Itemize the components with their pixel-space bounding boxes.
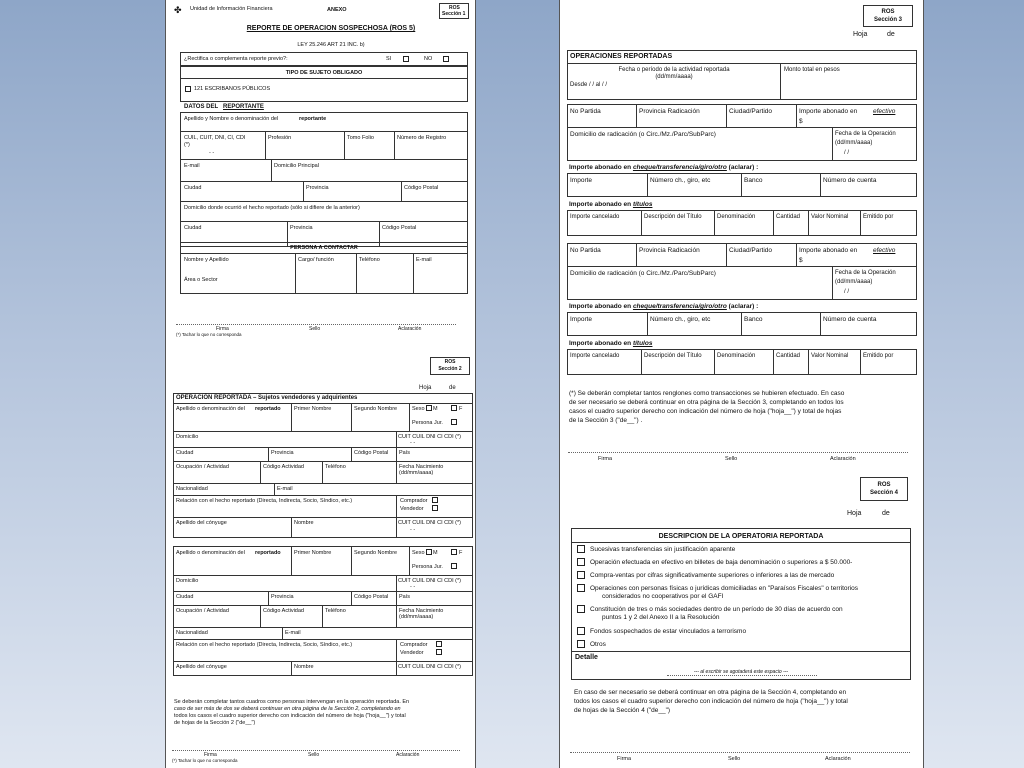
provincia-rad-label-2: Provincia Radicación [639,247,700,254]
ros-label: ROS [449,5,460,11]
f-label: F [459,406,463,412]
cuit-label: CUIT CUIL DNI CI CDI (*) [398,434,461,440]
denominacion-label: Denominación [717,214,756,220]
cuil-dashes: - - [209,150,215,156]
importe-cancelado-label-2: Importe cancelado [570,353,620,359]
footer-line-2: caso de ser más de dos se deberá continuar en otra página de la Sección 2, completando en [174,706,401,712]
ros-section2-box [430,357,470,375]
contacto-title: PERSONA A CONTACTAR [290,245,358,251]
dollar-sign: $ [799,118,803,125]
ros-section4-box [860,477,908,501]
fecha-nac-label: Fecha Nacimiento [399,464,444,470]
tipo-sujeto-title: TIPO DE SUJETO OBLIGADO [285,70,363,76]
section3-label: Sección 3 [873,17,902,23]
codigo-actividad-label: Código Actividad [263,464,304,470]
de-label-3: de [887,31,895,38]
descripcion-titulo-label: Descripción del Título [644,214,702,220]
profesion-label: Profesión [268,135,292,141]
opt5-label-a: Constitución de tres o más sociedades dentro de un período de 30 días de acuerdo con [590,606,843,613]
fecha-nac-fmt: (dd/mm/aaaa) [399,470,434,476]
importe-cheque-u-2: cheque/transferencia/giro/otro [632,303,727,310]
footer-line-1: Se deberán completar tantos cuadros como personas intervengan en la operación reportada. En [174,699,410,705]
importe-cheque-u: cheque/transferencia/giro/otro [632,164,727,171]
importe-cheque-label [569,164,758,171]
importe-cheque-post: (aclarar) : [728,164,759,171]
f-label-b: F [459,550,463,556]
aclaracion-label-4: Aclaración [825,756,851,762]
desde-al-label: Desde / / al / / [570,82,608,88]
numero-cuenta-label: Número de cuenta [823,177,877,184]
telefono-label-b: Teléfono [325,608,346,614]
footer-line-3: todos los casos el cuadro superior derecho con indicación del número de hoja ("hoja__") y total [174,713,406,719]
reportante-box [180,112,468,247]
sujeto-block-1 [173,393,473,538]
cp-label-2: Código Postal [382,225,417,231]
denominacion-label-2: Denominación [717,353,756,359]
importe-titulos-label-2 [569,340,652,347]
importe-cheque-pre: Importe abonado en [569,164,632,171]
cheque-row-2 [567,312,917,336]
opt3-checkbox[interactable] [577,571,585,579]
email-label: E-mail [184,163,200,169]
cuit-label-b: CUIT CUIL DNI CI CDI (*) [398,578,461,584]
cp-label-3: Código Postal [354,450,389,456]
importe-titulos-pre: Importe abonado en [569,201,632,208]
codigo-actividad-label-b: Código Actividad [263,608,304,614]
ciudad-partido-label: Ciudad/Partido [729,108,772,115]
foot-line-2: todos los casos el cuadro superior derecho con indicación del número de hoja ("hoja__") y total [574,698,848,705]
comprador-checkbox-b[interactable] [436,641,442,647]
domicilio-label: Domicilio [176,434,199,440]
conyuge-label-b: Apellido del cónyuge [176,664,227,670]
apellido-rep-label: Apellido y Nombre o denominación del [184,116,279,122]
importe-label-2: Importe [570,316,593,323]
importe-efectivo-label-2: Importe abonado en [799,247,858,254]
cuit-dashes: - - [410,440,416,446]
importe-efectivo-u: efectivo [873,108,896,115]
fecha-periodo-fmt: (dd/mm/aaaa) [655,74,693,80]
ocupacion-label: Ocupación / Actividad [176,464,229,470]
foot-line-3: de hojas de la Sección 4 ("de__") [574,707,671,714]
opt4-label-a: Operaciones con personas físicas o jurídicas domiciliadas en "Paraísos Fiscales" o territorios [590,585,858,592]
sello-label: Sello [309,326,321,332]
titulos-row-2 [567,349,917,375]
opt6-label: Fondos sospechados de estar vinculados a terrorismo [590,628,747,635]
comprador-label: Comprador [400,498,428,504]
cp-label-b: Código Postal [354,594,389,600]
contacto-box [180,242,468,294]
fecha-op-fmt: (dd/mm/aaaa) [835,140,873,146]
vendedor-label: Vendedor [400,506,424,512]
numero-cuenta-label-2: Número de cuenta [823,316,877,323]
no-partida-label-2: No Partida [570,247,601,254]
opt2-checkbox[interactable] [577,558,585,566]
operatoria-box [571,528,911,680]
descripcion-titulo-label-2: Descripción del Título [644,353,702,359]
sujeto-block-2 [173,546,473,676]
anexo-label: ANEXO [327,7,347,13]
domicilio-rad-label-2: Domicilio de radicación (o Circ./Mz./Parc/SubParc) [570,270,716,277]
operatoria-title: DESCRIPCION DE LA OPERATORIA REPORTADA [658,533,824,540]
cuit-label-b2: CUIT CUIL DNI CI CDI (*) [398,664,461,670]
sello-label-3: Sello [725,456,738,462]
form-page-left [165,0,476,768]
tomo-label: Tomo Folio [347,135,374,141]
opt1-label: Sucesivas transferencias sin justificación aparente [590,546,736,553]
aclaracion-label-3: Aclaración [830,456,856,462]
fecha-nac-label-b: Fecha Nacimiento [399,608,444,614]
ocupacion-label-b: Ocupación / Actividad [176,608,229,614]
email-label-2: E-mail [277,486,293,492]
sexo-m-checkbox-b[interactable] [426,549,432,555]
hoja-label-4: Hoja [847,510,862,517]
si-label: SI [386,56,392,62]
opt4-label-b: considerados no cooperativos por el GAFI [602,593,724,600]
domicilio-principal-label: Domicilio Principal [274,163,319,169]
sello-label-4: Sello [728,756,741,762]
de-label-4: de [882,510,890,517]
comprador-checkbox[interactable] [432,497,438,503]
email-label-b: E-mail [285,630,301,636]
no-partida-label: No Partida [570,108,601,115]
cargo-label: Cargo/ función [298,257,334,263]
persona-jur-checkbox[interactable] [451,419,457,425]
partida-row [567,104,917,128]
dollar-sign-2: $ [799,257,803,264]
persona-jur-label: Persona Jur. [412,420,443,426]
ops-title: OPERACIONES REPORTADAS [570,53,673,60]
nombre-conyuge-label: Nombre [294,520,314,526]
provincia-rad-label: Provincia Radicación [639,108,700,115]
emitido-por-label: Emitido por [863,214,894,220]
fecha-op-slashes: / / [844,150,850,156]
banco-label-2: Banco [744,316,763,323]
sexo-f-checkbox[interactable] [451,405,457,411]
registro-label: Número de Registro [397,135,447,141]
cuit-label-2: CUIT CUIL DNI CI CDI (*) [398,520,461,526]
firma-label-2: Firma [204,752,217,758]
conyuge-label: Apellido del cónyuge [176,520,227,526]
domicilio-label-b: Domicilio [176,578,199,584]
email-contacto-label: E-mail [416,257,432,263]
cuit-dashes-2: - - [410,527,416,533]
hoja-label: Hoja [419,385,432,391]
sexo-label-b: Sexo [412,550,425,556]
reportado-bold-b: reportado [255,550,281,556]
vendedor-label-b: Vendedor [400,650,424,656]
no-checkbox[interactable] [443,56,449,62]
datos-reportante-title: REPORTANTE [223,104,264,110]
si-checkbox[interactable] [403,56,409,62]
ros3-label: ROS [881,9,895,15]
ciudad-label-3: Ciudad [176,450,194,456]
escribanos-label: 121 ESCRIBANOS PÚBLICOS [194,86,271,92]
primer-nombre-label-b: Primer Nombre [294,550,332,556]
section2-label: Sección 2 [438,366,462,372]
fecha-periodo-label: Fecha o período de la actividad reportada [618,67,730,73]
area-label: Área o Sector [184,277,218,283]
sexo-label: Sexo [412,406,425,412]
provincia-label-2: Provincia [290,225,313,231]
agotado-note: --- al escribir se agotaderá este espacio --- [693,669,789,675]
fecha-op-label-2: Fecha de la Operación [835,270,896,276]
detalle-label: Detalle [575,654,598,661]
aclaracion-label: Aclaración [398,326,422,332]
segundo-nombre-label: Segundo Nombre [354,406,398,412]
importe-titulos-u-2: títulos [632,340,653,347]
importe-cancelado-label: Importe cancelado [570,214,620,220]
ciudad-label-2: Ciudad [184,225,202,231]
transaccion-group-1 [567,104,917,236]
opt6-checkbox[interactable] [577,627,585,635]
op-reportada-title: OPERACIÓN REPORTADA – Sujetos vendedores y adquirientes [176,395,358,401]
importe-cheque-pre-2: Importe abonado en [569,303,632,310]
domicilio-rad-row [567,127,917,161]
firma-label-4: Firma [617,756,632,762]
ros2-label: ROS [444,359,456,365]
apellido-rep-bold: reportante [299,116,327,122]
tachar-note: (*) Tachar lo que no corresponda [176,332,242,337]
importe-cheque-post-2: (aclarar) : [728,303,759,310]
cantidad-label: Cantidad [776,214,801,220]
fecha-op-label: Fecha de la Operación [835,131,896,137]
nacionalidad-label: Nacionalidad [176,486,208,492]
uif-logo-icon: ✤ [174,5,182,15]
partida-row-2 [567,243,917,267]
opt5-checkbox[interactable] [577,605,585,613]
fecha-op-fmt-2: (dd/mm/aaaa) [835,279,873,285]
monto-total-label: Monto total en pesos [784,67,840,73]
importe-titulos-u: títulos [632,201,653,208]
numero-ch-label: Número ch., giro, etc [650,177,711,184]
valor-nominal-label: Valor Nominal [811,214,849,220]
cheque-row [567,173,917,197]
tipo-sujeto-box [180,66,468,102]
nombre-conyuge-label-b: Nombre [294,664,314,670]
de-label: de [449,385,456,391]
telefono-label: Teléfono [359,257,380,263]
numero-ch-label-2: Número ch., giro, etc [650,316,711,323]
primer-nombre-label: Primer Nombre [294,406,332,412]
segundo-nombre-label-b: Segundo Nombre [354,550,398,556]
form-title: REPORTE DE OPERACION SOSPECHOSA (ROS 5) [246,25,416,32]
importe-label: Importe [570,177,593,184]
importe-titulos-pre-2: Importe abonado en [569,340,632,347]
nombre-apellido-label: Nombre y Apellido [184,257,229,263]
tachar-note-2: (*) Tachar lo que no corresponda [172,758,238,763]
importe-efectivo-u-2: efectivo [873,247,896,254]
escribanos-checkbox[interactable] [185,86,191,92]
vendedor-checkbox-b[interactable] [436,649,442,655]
fecha-nac-fmt-b: (dd/mm/aaaa) [399,614,434,620]
pais-label: País [399,450,411,456]
emitido-por-label-2: Emitido por [863,353,894,359]
vendedor-checkbox[interactable] [432,505,438,511]
law-reference: LEY 25.246 ART 21 INC. b) [297,42,365,48]
cp-label: Código Postal [404,185,439,191]
ros-section1-box [439,3,469,19]
titulos-row [567,210,917,236]
cantidad-label-2: Cantidad [776,353,801,359]
persona-jur-checkbox-b[interactable] [451,563,457,569]
cuit-dashes-b: - - [410,584,416,590]
opt5-label-b: puntos 1 y 2 del Anexo II a la Resolución [602,614,720,621]
domicilio-rad-label: Domicilio de radicación (o Circ./Mz./Parc/SubParc) [570,131,716,138]
foot-line-1: En caso de ser necesario se deberá continuar en otra página de la Sección 4, completando en [574,689,847,696]
section-label: Sección 1 [442,11,466,17]
note-line-4: de la Sección 3 ("de__") . [569,417,643,424]
opt7-label: Otros [590,641,606,648]
note-line-2: de ser necesario se deberá continuar en otra página de la Sección 3, completando en todos los [569,399,844,406]
firma-label: Firma [216,326,229,332]
datos-reportante-prefix: DATOS DEL [184,104,219,110]
fecha-op-slashes-2: / / [844,289,850,295]
org-name: Unidad de Información Financiera [190,6,273,12]
note-line-3: casos el cuadro superior derecho con indicación del número de hoja ("hoja__") y total de hojas [569,408,842,415]
importe-cheque-label-2 [569,303,758,310]
section4-label: Sección 4 [869,490,898,496]
ciudad-label: Ciudad [184,185,202,191]
domicilio-hecho-label: Domicilio donde ocurrió el hecho reportado (sólo si difiere de la anterior) [184,205,360,211]
relacion-label-b: Relación con el hecho reportado (Directa, Indirecta, Socio, Síndico, etc.) [176,642,353,648]
valor-nominal-label-2: Valor Nominal [811,353,849,359]
rectifica-row [180,52,468,66]
opt4-checkbox[interactable] [577,584,585,592]
aclaracion-label-2: Aclaración [396,752,420,758]
opt3-label: Compra-ventas por cifras significativamente superiores o inferiores a las de mercado [590,572,835,579]
comprador-label-b: Comprador [400,642,428,648]
cuil-label: CUIL, CUIT, DNI, CI, CDI [184,135,246,141]
provincia-label-b: Provincia [271,594,294,600]
note-line-1: (*) Se deberán completar tantos renglones como transacciones se hubieren efectuado. En caso [569,390,845,397]
form-page-right [559,0,924,768]
nacionalidad-label-b: Nacionalidad [176,630,208,636]
transaccion-group-2 [567,243,917,375]
footer-line-4: de hojas de la Sección 2 ("de__") [174,720,256,726]
m-label-b: M [433,550,438,556]
pais-label-b: País [399,594,411,600]
opt2-label: Operación efectuada en efectivo en billetes de baja denominación o superiores a $ 50.000- [590,559,853,566]
ros-section3-box [863,5,913,27]
telefono-label-2: Teléfono [325,464,346,470]
sexo-m-checkbox[interactable] [426,405,432,411]
reportado-bold: reportado [255,406,281,412]
m-label: M [433,406,438,412]
sello-label-2: Sello [308,752,320,758]
persona-jur-label-b: Persona Jur. [412,564,443,570]
opt1-checkbox[interactable] [577,545,585,553]
firma-label-3: Firma [598,456,613,462]
ros4-label: ROS [877,482,891,488]
importe-titulos-label [569,201,652,208]
domicilio-rad-row-2 [567,266,917,300]
hoja-label-3: Hoja [853,31,868,38]
importe-efectivo-label: Importe abonado en [799,108,858,115]
opt7-checkbox[interactable] [577,640,585,648]
no-label: NO [424,56,433,62]
relacion-label: Relación con el hecho reportado (Directa, Indirecta, Socio, Síndico, etc.) [176,498,353,504]
banco-label: Banco [744,177,763,184]
apellido-den-label: Apellido o denominación del [176,406,245,412]
sexo-f-checkbox-b[interactable] [451,549,457,555]
ciudad-label-b: Ciudad [176,594,194,600]
provincia-label: Provincia [306,185,329,191]
rectifica-label: ¿Rectifica o complementa reporte previo?: [184,56,288,62]
ciudad-partido-label-2: Ciudad/Partido [729,247,772,254]
provincia-label-3: Provincia [271,450,294,456]
cuil-ast: (*) [184,142,190,148]
operaciones-box [567,50,917,100]
apellido-den-label-b: Apellido o denominación del [176,550,245,556]
